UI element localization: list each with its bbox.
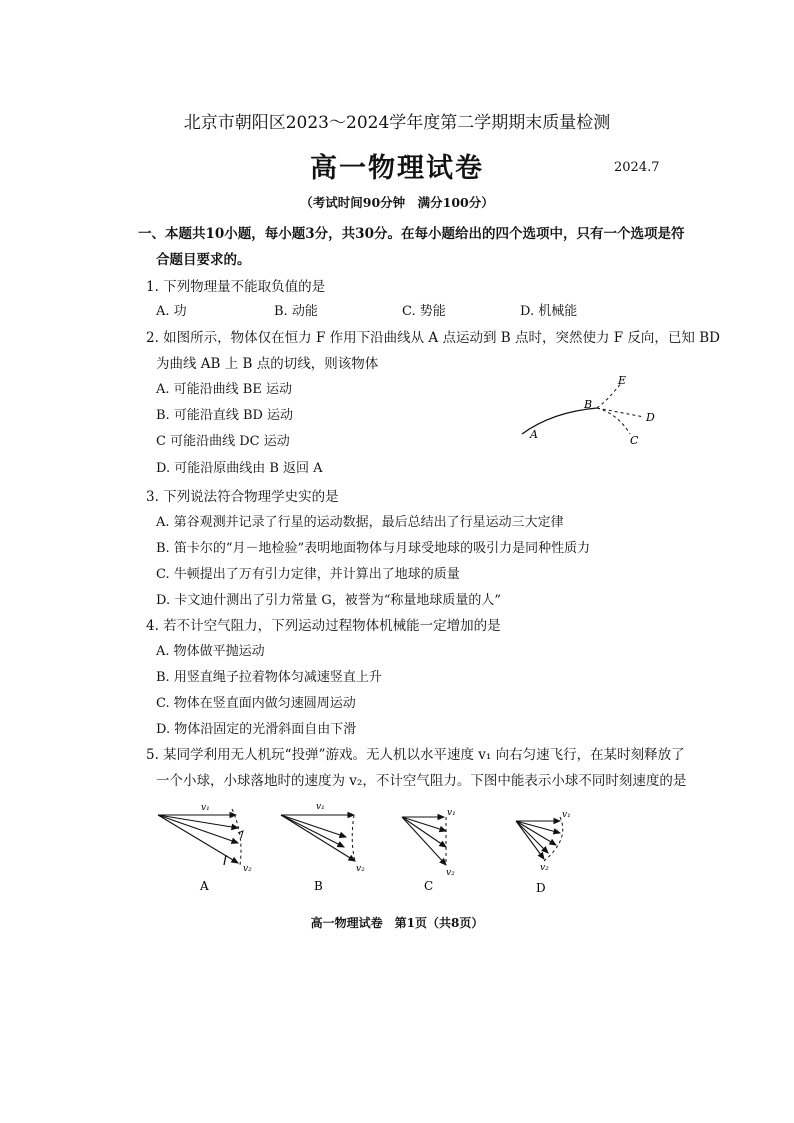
q4-option-c: C. 物体在竖直面内做匀速圆周运动 bbox=[156, 696, 356, 711]
q4-option-d: D. 物体沿固定的光滑斜面自由下滑 bbox=[156, 722, 357, 737]
label-d: D bbox=[646, 411, 655, 424]
q2-option-b: B. 可能沿直线 BD 运动 bbox=[156, 408, 294, 423]
q5-a-label: A bbox=[200, 879, 209, 893]
q4-option-b: B. 用竖直绳子拉着物体匀减速竖直上升 bbox=[156, 670, 382, 685]
label-b: B bbox=[584, 398, 593, 411]
q3-option-d: D. 卡文迪什测出了引力常量 G，被誉为“称量地球质量的人” bbox=[156, 593, 502, 608]
q5-figure-b bbox=[281, 802, 365, 893]
q1-option-a: A. 功 bbox=[156, 304, 187, 319]
q5-c-v1: v₁ bbox=[447, 808, 456, 818]
q5-velocity-figures bbox=[148, 795, 618, 900]
exam-info: （考试时间90分钟 满分100分） bbox=[300, 195, 494, 210]
q1-option-b: B. 动能 bbox=[274, 304, 318, 319]
q4-option-a: A. 物体做平抛运动 bbox=[156, 644, 265, 659]
line-bd bbox=[597, 408, 644, 417]
label-a: A bbox=[530, 428, 538, 441]
exam-date: 2024.7 bbox=[614, 160, 660, 175]
curve-bc bbox=[597, 408, 630, 434]
q5-b-label: B bbox=[314, 879, 323, 893]
q2-stem-line1: 2. 如图所示，物体仅在恒力 F 作用下沿曲线从 A 点运动到 B 点时，突然使力 F 反向，已知 BD bbox=[146, 330, 720, 346]
q2-trajectory-figure bbox=[512, 372, 662, 452]
q3-stem: 3. 下列说法符合物理学史实的是 bbox=[146, 489, 339, 505]
school-exam-heading: 北京市朝阳区2023～2024学年度第二学期期末质量检测 bbox=[183, 113, 611, 133]
q2-option-d: D. 可能沿原曲线由 B 返回 A bbox=[156, 461, 323, 476]
q5-b-v2: v₂ bbox=[356, 864, 365, 874]
q5-stem-line1: 5. 某同学利用无人机玩“投弹”游戏。无人机以水平速度 v₁ 向右匀速飞行，在某时刻释放了 bbox=[146, 747, 685, 763]
q5-figure-d bbox=[516, 810, 571, 895]
q2-option-a: A. 可能沿曲线 BE 运动 bbox=[156, 382, 292, 397]
section1-line2: 合题目要求的。 bbox=[156, 252, 251, 268]
q5-c-label: C bbox=[424, 879, 434, 893]
q1-option-c: C. 势能 bbox=[402, 304, 446, 319]
q3-option-b: B. 笛卡尔的“月－地检验”表明地面物体与月球受地球的吸引力是同种性质力 bbox=[156, 541, 591, 556]
q5-a-v2: v₂ bbox=[243, 864, 252, 874]
page-footer: 高一物理试卷 第1页（共8页） bbox=[310, 916, 484, 930]
q4-stem: 4. 若不计空气阻力，下列运动过程物体机械能一定增加的是 bbox=[146, 618, 501, 634]
section1-line1: 一、本题共10小题，每小题3分，共30分。在每小题给出的四个选项中，只有一个选项是符 bbox=[138, 226, 685, 242]
q5-c-v2: v₂ bbox=[446, 868, 455, 878]
q3-option-a: A. 第谷观测并记录了行星的运动数据，最后总结出了行星运动三大定律 bbox=[156, 515, 564, 530]
label-e: E bbox=[618, 374, 627, 387]
q2-stem-line2: 为曲线 AB 上 B 点的切线，则该物体 bbox=[156, 356, 379, 372]
q5-stem-line2: 一个小球，小球落地时的速度为 v₂，不计空气阻力。下图中能表示小球不同时刻速度的是 bbox=[156, 773, 687, 789]
q5-figure-a bbox=[158, 803, 252, 893]
q2-option-c: C 可能沿曲线 DC 运动 bbox=[156, 434, 290, 449]
q5-b-v1: v₁ bbox=[316, 802, 325, 812]
label-c: C bbox=[630, 434, 639, 447]
q5-d-v2: v₂ bbox=[540, 863, 549, 873]
q3-option-c: C. 牛顿提出了万有引力定律，并计算出了地球的质量 bbox=[156, 567, 460, 582]
q1-option-d: D. 机械能 bbox=[520, 304, 578, 319]
q5-d-v1: v₁ bbox=[562, 810, 571, 820]
q5-figure-c bbox=[402, 808, 456, 893]
q5-a-v1: v₁ bbox=[201, 803, 210, 813]
q1-stem: 1. 下列物理量不能取负值的是 bbox=[146, 279, 326, 295]
q5-d-label: D bbox=[536, 881, 546, 895]
page-title: 高一物理试卷 bbox=[310, 153, 484, 184]
